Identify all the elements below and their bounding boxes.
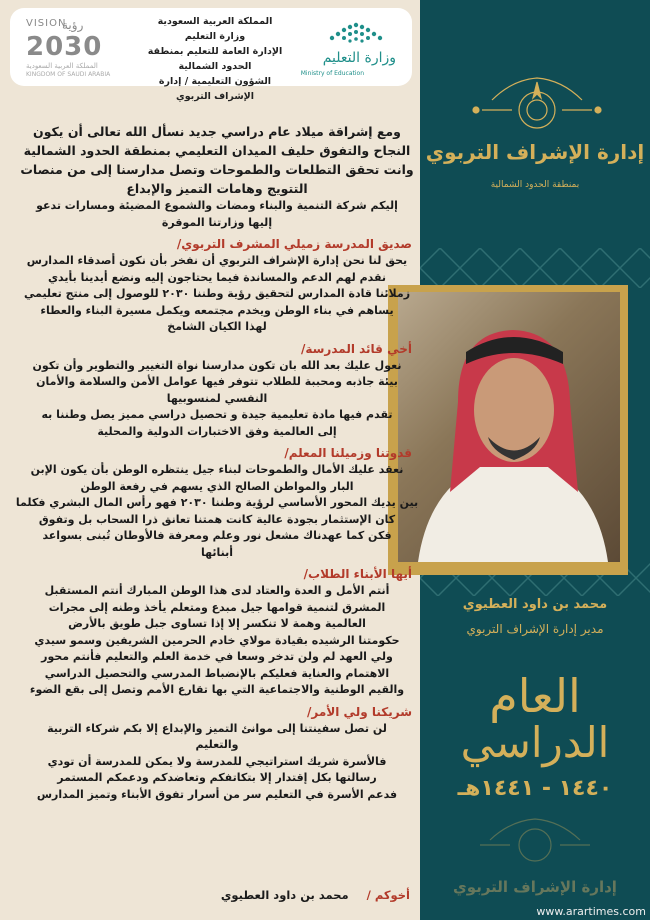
section-line: لهذا الكيان الشامخ bbox=[167, 320, 267, 333]
section-heading: أخي قائد المدرسة/ bbox=[300, 341, 412, 356]
signature-name: محمد بن داود العطيوي bbox=[220, 888, 349, 902]
ministry-logo bbox=[294, 14, 404, 80]
section-line: العالمية وهمة لا تنكسر إلا إذا تساوى جبل طويق بالأرض bbox=[68, 617, 366, 630]
ministry-ar-text: وزارة التعليم bbox=[322, 50, 396, 66]
section-line: المشرق لتنمية قوامها جيل مبدع ومتعلم يأخذ وطنه إلى مجرات bbox=[48, 600, 386, 614]
intro-line: إليكم شركة التنمية والبناء ومضات والشموع المضيئة ومسارات تدعو bbox=[36, 199, 398, 212]
intro-line: ومع إشراقة ميلاد عام دراسي جديد نسأل الله تعالى أن يكون bbox=[33, 124, 401, 139]
person-name: محمد بن داود العطيوي bbox=[462, 597, 608, 612]
section-line: بيئة جاذبه ومحببة للطلاب تتوفر فيها عوامل الأمن والسلامة والأمان bbox=[36, 375, 398, 388]
section-teacher bbox=[12, 444, 422, 561]
site-watermark: www.arartimes.com bbox=[536, 905, 646, 918]
section-line: نقدم لهم الدعم والمساندة فيما يحتاجون إليه ونضع أيدينا بأيدي bbox=[47, 270, 387, 284]
intro-line: وانت تحقق التطلعات والطموحات وتصل مدارسنا إلى من منصات bbox=[20, 162, 414, 177]
section-line: النفسي لمنسوبيها bbox=[166, 391, 268, 405]
section-line: والتعليم bbox=[195, 738, 239, 751]
section-line: فدعم الأسرة في التعليم سر من أسرار تفوق الأبناء وتميز المدارس bbox=[36, 787, 398, 801]
section-heading: صديق المدرسة زميلي المشرف التربوي/ bbox=[176, 237, 412, 251]
section-line: تقدم فيها مادة تعليمية جيدة و تحصيل دراسي مميز يصل وطننا به bbox=[41, 408, 393, 421]
section-line: أبنائها bbox=[200, 545, 234, 559]
section-line: حكومتنا الرشيده بقيادة مولاي خادم الحرمين الشريفين وسمو سيدي bbox=[34, 633, 400, 647]
section-heading: أيها الأبناء الطلاب/ bbox=[303, 567, 412, 581]
signature bbox=[130, 888, 410, 902]
emblem-subtitle: بمنطقة الحدود الشمالية bbox=[490, 180, 580, 190]
section-heading: شريكنا ولي الأمر/ bbox=[307, 704, 412, 719]
vision-2030-logo bbox=[22, 18, 118, 78]
section-line: يساهم في بناء الوطن ويخدم مجتمعه ويكمل مسيرة البناء والعطاء bbox=[40, 303, 394, 317]
section-line: بين يديك المحور الأساسي لرؤية وطننا ٢٠٣٠ فهو رأس المال البشري فكلما bbox=[15, 496, 419, 509]
section-heading: قدوتنا وزميلنا المعلم/ bbox=[284, 446, 412, 460]
section-parents bbox=[12, 703, 422, 804]
person-role: مدير إدارة الإشراف التربوي bbox=[466, 622, 604, 636]
section-line: نعقد عليك الأمال والطموحات لبناء جيل ينتظره الوطن بأن يكون الإبن bbox=[30, 463, 404, 476]
year-word-1: العام bbox=[489, 669, 581, 723]
ministry-en-text: Ministry of Education bbox=[300, 70, 364, 77]
academic-years: ١٤٤٠ - ١٤٤١هـ bbox=[457, 776, 613, 801]
person-silhouette-icon bbox=[398, 292, 620, 562]
header-box bbox=[10, 8, 412, 102]
vision-kingdom-en: KINGDOM OF SAUDI ARABIA bbox=[26, 71, 111, 78]
vision-ar-text: رؤية bbox=[62, 18, 84, 32]
general-admin-name: الإدارة العامة للتعليم بمنطقة الحدود الشمالية bbox=[147, 46, 283, 72]
section-students bbox=[12, 565, 422, 699]
emblem-title: إدارة الإشراف التربوي bbox=[425, 140, 645, 164]
year-word-2: الدراسي bbox=[460, 718, 610, 767]
vision-en-text: VISION bbox=[26, 18, 67, 29]
section-line: أنتم الأمل و العدة والعتاد لدى هذا الوطن المبارك أنتم المستقبل bbox=[44, 584, 390, 597]
vision-year-text: 2030 bbox=[26, 32, 103, 62]
section-line: يحق لنا نحن إدارة الإشراف التربوي أن نفخر بأن نكون أصدقاء المدارس bbox=[26, 254, 408, 267]
section-line: زملائنا قادة المدارس لتحقيق رؤية وطننا ٢٠٣٠ للوصول إلى منتج تعليمي bbox=[23, 287, 411, 300]
section-line: فكن كما عهدناك مشعل نور وعلم ومعرفة فالأوطان تُبنى بسواعد bbox=[42, 529, 392, 542]
letter-body bbox=[12, 122, 422, 803]
supervision-emblem-faded-icon bbox=[460, 815, 610, 915]
ornament-band-top bbox=[420, 248, 650, 288]
emblem-faded-title: إدارة الإشراف التربوي bbox=[453, 878, 617, 896]
section-line: فالأسرة شريك استراتيجي للمدرسة ولا يمكن للمدرسة أن تودي bbox=[47, 754, 387, 768]
intro-line: إليها وزارتنا الموقرة bbox=[161, 215, 273, 229]
section-line: نعول عليك بعد الله بان تكون مدارسنا نواة التغيير والتطوير وأن تكون bbox=[32, 358, 402, 372]
ministry-dots-icon bbox=[326, 18, 386, 46]
affairs-name: الشؤون التعليمية / إدارة الإشراف التربوي bbox=[158, 76, 272, 102]
section-line: البار والمواطن الصالح الذي يسهم في رفعة الوطن bbox=[80, 479, 354, 493]
section-principal bbox=[12, 340, 422, 441]
section-line: كان الإستثمار بجودة عالية كانت همتنا تعانق ذرا السحاب بل وتفوق bbox=[38, 512, 396, 526]
section-line: إلى العالمية وفق الاختبارات الدولية والمحلية bbox=[97, 424, 337, 438]
section-line: رسالتها بكل إقتدار إلا بتكاتفكم وتعاضدكم ودعمكم المستمر bbox=[57, 771, 377, 784]
signature-prefix: أخوكم / bbox=[366, 888, 410, 902]
section-line: والقيم الوطنية والاجتماعية التي بها تقارع الأمم وتصل إلى بقع الضوء bbox=[29, 683, 405, 696]
section-line: الاهتمام والعناية فعليكم بالإنضباط المدرسي والتحصيل الدراسي bbox=[44, 666, 390, 680]
kingdom-name: المملكة العربية السعودية bbox=[157, 16, 273, 27]
director-photo bbox=[398, 292, 620, 562]
section-line: ولي العهد لم ولن تدخر وسعا في خدمة العلم والتعليم فأنتم محور bbox=[41, 650, 393, 663]
header-title-block bbox=[140, 14, 290, 104]
ministry-name: وزارة التعليم bbox=[184, 31, 246, 42]
intro-line: التتويج وهامات التميز والإبداع bbox=[126, 181, 308, 196]
section-line: لن تصل سفينتنا إلى موانئ التميز والإبداع إلا بكم شركاء التربية bbox=[47, 721, 387, 735]
intro-line: النجاح والتفوق حليف الميدان التعليمي بمنطقة الحدود الشمالية bbox=[23, 143, 411, 158]
vision-kingdom-ar: المملكة العربية السعودية bbox=[26, 62, 98, 70]
letter-intro bbox=[12, 122, 422, 231]
section-supervisor bbox=[12, 235, 422, 336]
